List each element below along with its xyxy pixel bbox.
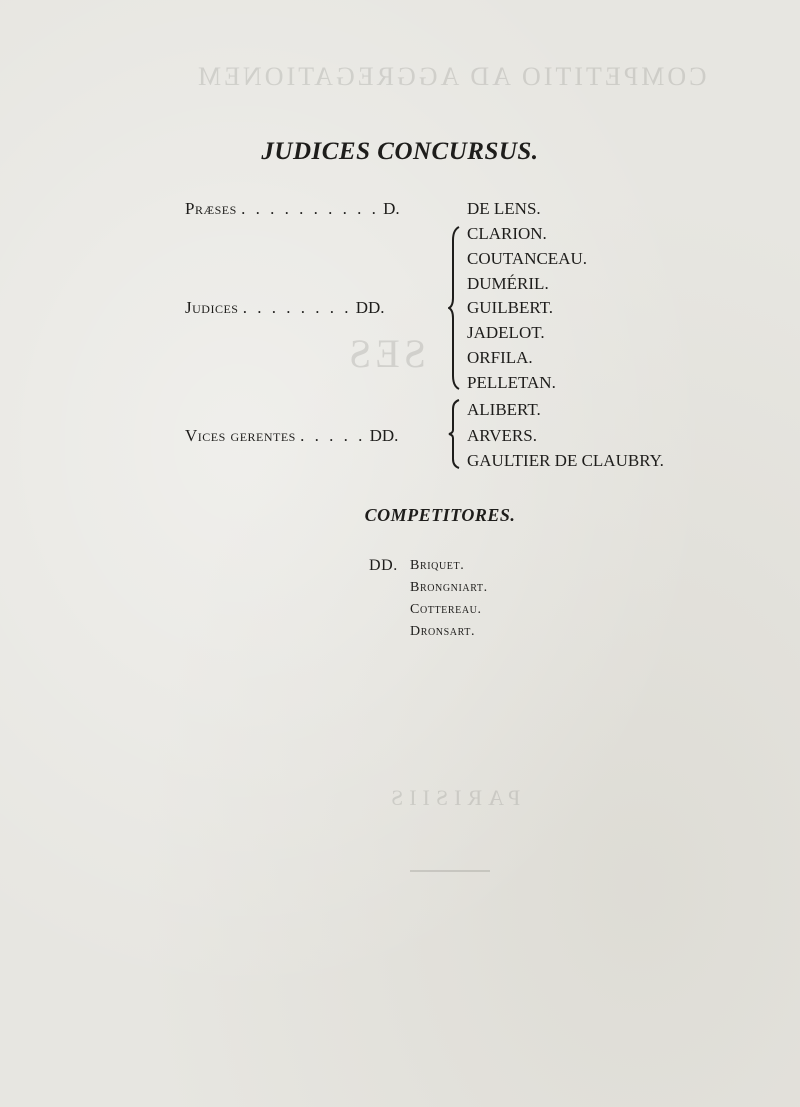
judices-name-6: ORFILA.: [467, 348, 533, 367]
judices-name-4: GUILBERT.: [467, 298, 554, 317]
competitor-name-1: Briquet.: [410, 558, 465, 573]
praeses-name: DE LENS.: [467, 199, 541, 218]
competitor-name-3: Cottereau.: [410, 602, 482, 617]
competitores-heading: COMPETITORES.: [364, 505, 516, 525]
vices-gerentes-brace: [448, 399, 464, 469]
judices-name-5: JADELOT.: [467, 323, 545, 342]
vices-gerentes-prefix: DD.: [369, 426, 399, 445]
judices-brace: [448, 226, 464, 390]
praeses-row: [185, 199, 400, 219]
judices-prefix: DD.: [355, 298, 385, 317]
judices-name-1: CLARION.: [467, 224, 547, 243]
bleed-through-rule: [410, 870, 490, 872]
judices-name-7: PELLETAN.: [467, 373, 556, 392]
bleed-through-large: SES: [345, 331, 426, 376]
vices-gerentes-name-3: GAULTIER DE CLAUBRY.: [467, 451, 664, 470]
page-title: JUDICES CONCURSUS.: [261, 138, 539, 165]
vices-gerentes-name-2: ARVERS.: [467, 426, 537, 445]
vices-gerentes-row: [185, 426, 398, 446]
judices-dots: . . . . . . . .: [242, 298, 352, 317]
competitores-prefix: DD.: [369, 557, 398, 574]
judices-name-2: COUTANCEAU.: [467, 249, 587, 268]
judices-label: Judices: [185, 298, 239, 317]
competitor-name-2: Brongniart.: [410, 580, 488, 595]
vices-gerentes-name-1: ALIBERT.: [467, 400, 541, 419]
bleed-through-heading: COMPETITIO AD AGGREGATIONEM: [195, 62, 707, 91]
bleed-through-imprint: PARISIIS: [385, 785, 521, 810]
praeses-dots: . . . . . . . . . .: [241, 199, 379, 218]
judices-name-3: DUMÉRIL.: [467, 274, 549, 293]
praeses-prefix: D.: [383, 199, 400, 218]
competitor-name-4: Dronsart.: [410, 624, 476, 639]
praeses-label: Præses: [185, 199, 237, 218]
vices-gerentes-dots: . . . . .: [300, 426, 366, 445]
judices-row: [185, 298, 385, 318]
vices-gerentes-label: Vices gerentes: [185, 426, 296, 445]
